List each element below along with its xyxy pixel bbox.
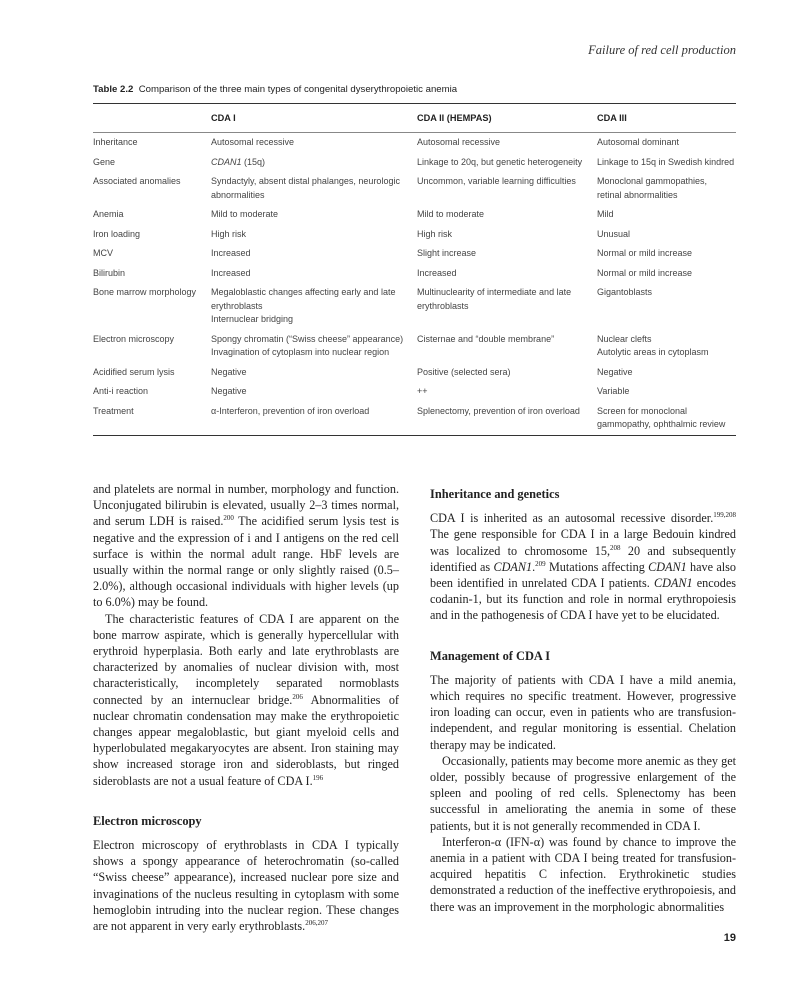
table-cell-line: Megaloblastic changes affecting early and late [211, 287, 396, 297]
table-cell [597, 156, 736, 170]
table-cell-line: retinal abnormalities [597, 189, 678, 200]
table-cell [597, 208, 736, 222]
table-cell [597, 228, 736, 242]
table-row [93, 244, 736, 264]
table-row [93, 382, 736, 402]
table-cell-line: Negative [597, 366, 633, 377]
table-cell-line: Mild to moderate [211, 209, 279, 219]
table-cell-line: Variable [597, 386, 630, 396]
table-cell [417, 333, 597, 360]
table-cell [93, 385, 211, 399]
paragraph: Electron microscopy of erythroblasts in CDA I typically shows a spongy appearance of heterochromatin (so-called “Swiss cheese” appearance), increased nuclear pore size and invaginations of the nucleus resulting in cytoplasm with some hemoglobin intruding into the nuclear region. These changes are not apparent in very early erythroblasts.$^{206,207}$ [93, 838, 399, 934]
paragraph: Occasionally, patients may become more anemic as they get older, possibly because of progressive enlargement of the spleen and pooling of red cells. Splenectomy has been successful in ameliorating the anemia in some of these patients, but it is not generally recommended in CDA I. [430, 753, 736, 833]
table-cell [93, 228, 211, 242]
section-heading: Electron microscopy [93, 813, 202, 828]
table-cell-line: Associated anomalies [93, 176, 181, 186]
table-cell-line: Gigantoblasts [597, 287, 653, 297]
table-header-cell: CDA III [597, 113, 627, 123]
table-cell-line: Screen for monoclonal [597, 405, 688, 416]
table-cell [211, 247, 417, 261]
table-cell-line: Internuclear bridging [211, 314, 294, 324]
paragraph: CDA I is inherited as an autosomal recessive disorder.$^{199,208}$ The gene responsible for CDA I in a large Bedouin kindred was localized to chromosome 15,$^{208}$ 20 and subsequently identified as CDAN1.$^{209}$ Mutations affecting CDAN1 have also been identified in unrelated CDA I patients. CDAN1 encodes codanin-1, but its function and role in normal erythropoiesis and in the pathogenesis of CDA I have yet to be elucidated. [430, 511, 737, 623]
paragraph: and platelets are normal in number, morphology and function. Unconjugated bilirubin is elevated, usually 2–3 times normal, and serum LDH is raised.$^{200}$ The acidified serum lysis test is negative and the expression of i and I antigens on the red cell surface is within the normal adult range. HbF levels are usually within the normal range or only slightly raised (0.5–2.0%), although occasional individuals with higher levels (up to 6.0%) may be found. [93, 482, 399, 610]
table-cell-line: Autolytic areas in cytoplasm [597, 347, 709, 357]
table-header-row [93, 104, 736, 133]
table-row [93, 225, 736, 245]
table-cell-line: Mild [597, 209, 614, 219]
table-cell [417, 247, 597, 261]
table-cell [93, 136, 211, 150]
table-cell-line: erythroblasts [417, 300, 469, 311]
table-cell [417, 286, 597, 327]
table-cell [93, 366, 211, 380]
page-number: 19 [723, 932, 736, 944]
table-cell-line: Anti-i reaction [93, 386, 149, 396]
table-cell [211, 366, 417, 380]
table-cell-line: Slight increase [417, 248, 477, 258]
table-cell [417, 228, 597, 242]
table-cell-line: Cisternae and “double membrane” [417, 333, 555, 344]
table-cell-line: High risk [417, 228, 453, 239]
table-cell [417, 208, 597, 222]
table-cell-line: Uncommon, variable learning difficulties [417, 176, 576, 186]
table-cell-line: Anemia [93, 209, 124, 219]
table-cell-line: Negative [211, 366, 247, 377]
table-cell [93, 247, 211, 261]
table-cell [597, 175, 736, 202]
table-cell-line: Increased [211, 267, 251, 278]
table-row [93, 172, 736, 205]
table-cell-line: Nuclear clefts [597, 333, 652, 344]
left-column [93, 481, 399, 934]
table-cell [597, 366, 736, 380]
table-cell [597, 286, 736, 327]
table-cell [93, 286, 211, 327]
table-cell-line: CDAN1 (15q) [211, 156, 266, 167]
table-caption [93, 84, 457, 95]
table-cell [211, 156, 417, 170]
table-cell-line: Syndactyly, absent distal phalanges, neurologic [211, 176, 400, 186]
table-cell [93, 333, 211, 360]
table-cell [417, 366, 597, 380]
table-cell [597, 405, 736, 432]
table-cell [597, 136, 736, 150]
table-cell-line: Autosomal recessive [211, 137, 295, 147]
table-cell [93, 175, 211, 202]
table-row [93, 205, 736, 225]
table-cell [417, 267, 597, 281]
table-cell [417, 136, 597, 150]
table-cell-line: Monoclonal gammopathies, [597, 176, 708, 186]
table-cell [211, 286, 417, 327]
table-row [93, 330, 736, 363]
table-cell-line: Invagination of cytoplasm into nuclear region [211, 347, 390, 357]
table-header-cell: CDA II (HEMPAS) [417, 113, 492, 123]
table-header-cell: CDA I [211, 113, 236, 123]
table-cell-line: Mild to moderate [417, 209, 485, 219]
table-row [93, 402, 736, 435]
table-cell [417, 405, 597, 432]
right-column [430, 486, 736, 915]
table-cell [211, 208, 417, 222]
table-cell-line: Inheritance [93, 137, 138, 147]
table-row [93, 153, 736, 173]
table-cell-line: Electron microscopy [93, 333, 175, 344]
table-cell-line: Positive (selected sera) [417, 366, 511, 377]
table-cell-line: Iron loading [93, 228, 141, 239]
table-cell [211, 405, 417, 432]
table-cell-line: gammopathy, ophthalmic review [597, 419, 726, 429]
table-cell-line: erythroblasts [211, 300, 263, 311]
table-cell [211, 333, 417, 360]
table-cell-line: Unusual [597, 228, 631, 239]
table-cell-line: Acidified serum lysis [93, 366, 175, 377]
table-cell-line: Increased [211, 248, 251, 258]
table-cell [211, 175, 417, 202]
table-row [93, 363, 736, 383]
table-row [93, 133, 736, 153]
table-cell-line: Linkage to 20q, but genetic heterogeneity [417, 156, 583, 167]
table-cell [93, 267, 211, 281]
table-cell-line: Spongy chromatin (“Swiss cheese” appearance) [211, 333, 404, 344]
table-body [93, 133, 736, 435]
running-head: Failure of red cell production [588, 43, 736, 57]
table-cell-line: Autosomal recessive [417, 137, 501, 147]
table-cell [597, 385, 736, 399]
table-cell [417, 156, 597, 170]
table-cell-line: Gene [93, 156, 116, 167]
table-cell [597, 333, 736, 360]
table-cell-line: Normal or mild increase [597, 248, 693, 258]
table-cell-line: α-Interferon, prevention of iron overload [211, 405, 370, 416]
section-heading: Inheritance and genetics [430, 487, 560, 501]
table-cell-line: Bone marrow morphology [93, 287, 197, 297]
table-cell-line: Autosomal dominant [597, 137, 680, 147]
table-cell-line: High risk [211, 228, 247, 239]
table-cell-line: abnormalities [211, 189, 265, 200]
table-cell [93, 405, 211, 432]
comparison-table [93, 103, 736, 436]
table-label: Table 2.2 [93, 84, 134, 95]
paragraph: Interferon-α (IFN-α) was found by chance to improve the anemia in a patient with CDA I being treated for transfusion-acquired hepatitis C infection. Erythrokinetic studies demonstrated a reduction of the ineffective erythropoiesis, and there was an improvement in the morphologic abnormalities [430, 834, 736, 914]
paragraph: The majority of patients with CDA I have a mild anemia, which requires no specific treatment. However, progressive iron loading can occur, even in patients who are transfusion-independent, and regular monitoring is essential. Chelation therapy may be indicated. [430, 672, 736, 752]
table-cell [597, 247, 736, 261]
table-cell-line: Bilirubin [93, 267, 126, 278]
table-cell-line: Normal or mild increase [597, 267, 693, 278]
table-cell [93, 208, 211, 222]
table-cell [211, 228, 417, 242]
table-cell [211, 385, 417, 399]
table-cell-line: Increased [417, 267, 457, 278]
table-cell-line: Linkage to 15q in Swedish kindred [597, 156, 735, 167]
section-heading: Management of CDA I [430, 648, 551, 663]
paragraph: The characteristic features of CDA I are apparent on the bone marrow aspirate, which is generally hypercellular with erythroid hyperplasia. Both early and late erythroblasts are characterized by anomalies of nuclear division with, most characteristically, incompletely separated normoblasts connected by an internuclear bridge.$^{206}$ Abnormalities of nuclear chromatin condensation may make the erythropoietic changes appear megaloblastic, but giant myeloid cells and hyperlobulated megakaryocytes are absent. Iron staining may show increased storage iron and sideroblasts, but ringed sideroblasts are not a usual feature of CDA I.$^{196}$ [93, 611, 399, 788]
table-cell-line: Treatment [93, 405, 134, 416]
table-cell-line: ++ [417, 386, 428, 396]
table-cell-line: Negative [211, 386, 247, 396]
table-cell [93, 156, 211, 170]
table-cell [211, 136, 417, 150]
table-cell-line: Multinuclearity of intermediate and late [417, 287, 572, 297]
table-cell [417, 175, 597, 202]
table-caption-text: Comparison of the three main types of congenital dyserythropoietic anemia [138, 84, 458, 95]
table-cell [417, 385, 597, 399]
table-cell-line: Splenectomy, prevention of iron overload [417, 405, 580, 416]
table-cell-line: MCV [93, 248, 113, 258]
table-row [93, 264, 736, 284]
table-cell [597, 267, 736, 281]
table-row [93, 283, 736, 330]
table-cell [211, 267, 417, 281]
